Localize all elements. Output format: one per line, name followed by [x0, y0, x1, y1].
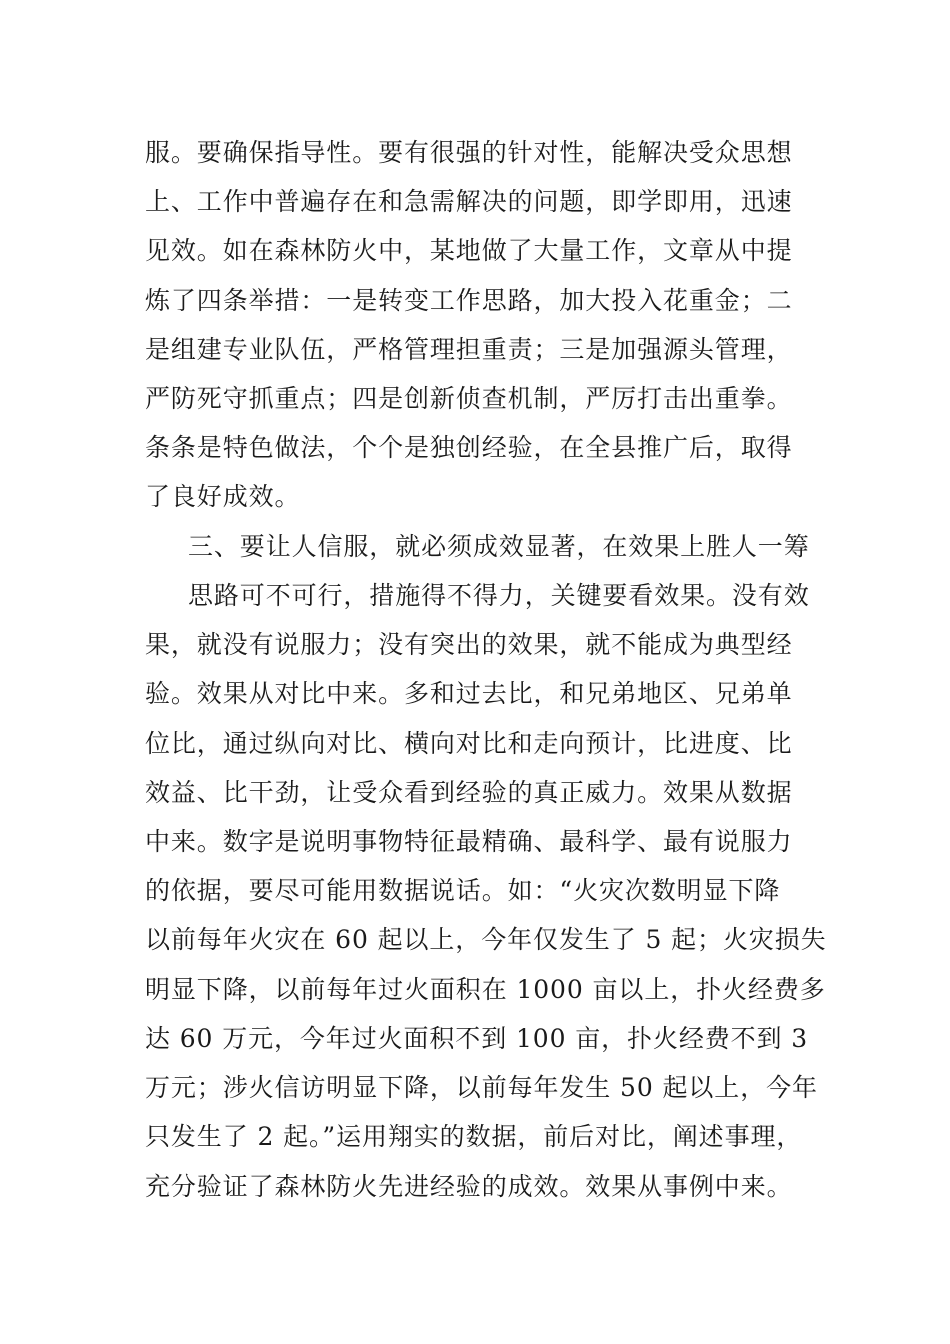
- text-line-4: 炼了四条举措：一是转变工作思路，加大投入花重金；二: [145, 286, 793, 315]
- text-line-12: 验。效果从对比中来。多和过去比，和兄弟地区、兄弟单: [145, 679, 793, 708]
- text-line-16: 的依据，要尽可能用数据说话。如：“火灾次数明显下降: [145, 876, 781, 905]
- text-line-14: 效益、比干劲，让受众看到经验的真正威力。效果从数据: [145, 778, 793, 807]
- text-line-17: 以前每年火灾在 60 起以上，今年仅发生了 5 起；火灾损失: [145, 925, 827, 954]
- text-line-13: 位比，通过纵向对比、横向对比和走向预计，比进度、比: [145, 729, 793, 758]
- text-line-21: 只发生了 2 起。”运用翔实的数据，前后对比，阐述事理，: [145, 1122, 803, 1151]
- text-line-19: 达 60 万元，今年过火面积不到 100 亩，扑火经费不到 3: [145, 1024, 809, 1053]
- text-line-1: 服。要确保指导性。要有很强的针对性，能解决受众思想: [145, 138, 793, 167]
- text-line-18: 明显下降，以前每年过火面积在 1000 亩以上，扑火经费多: [145, 975, 826, 1004]
- text-line-11: 果，就没有说服力；没有突出的效果，就不能成为典型经: [145, 630, 793, 659]
- section-heading: 三、要让人信服，就必须成效显著，在效果上胜人一筹: [188, 532, 810, 561]
- text-line-2: 上、工作中普遍存在和急需解决的问题，即学即用，迅速: [145, 187, 793, 216]
- text-line-3: 见效。如在森林防火中，某地做了大量工作，文章从中提: [145, 236, 793, 265]
- text-line-15: 中来。数字是说明事物特征最精确、最科学、最有说服力: [145, 827, 793, 856]
- text-line-6: 严防死守抓重点；四是创新侦查机制，严厉打击出重拳。: [145, 384, 793, 413]
- text-line-7: 条条是特色做法，个个是独创经验，在全县推广后，取得: [145, 433, 793, 462]
- text-line-10: 思路可不可行，措施得不得力，关键要看效果。没有效: [188, 581, 810, 610]
- text-line-20: 万元；涉火信访明显下降，以前每年发生 50 起以上，今年: [145, 1073, 818, 1102]
- text-line-8: 了良好成效。: [145, 482, 301, 511]
- text-line-5: 是组建专业队伍，严格管理担重责；三是加强源头管理，: [145, 335, 793, 364]
- text-line-22: 充分验证了森林防火先进经验的成效。效果从事例中来。: [145, 1172, 793, 1201]
